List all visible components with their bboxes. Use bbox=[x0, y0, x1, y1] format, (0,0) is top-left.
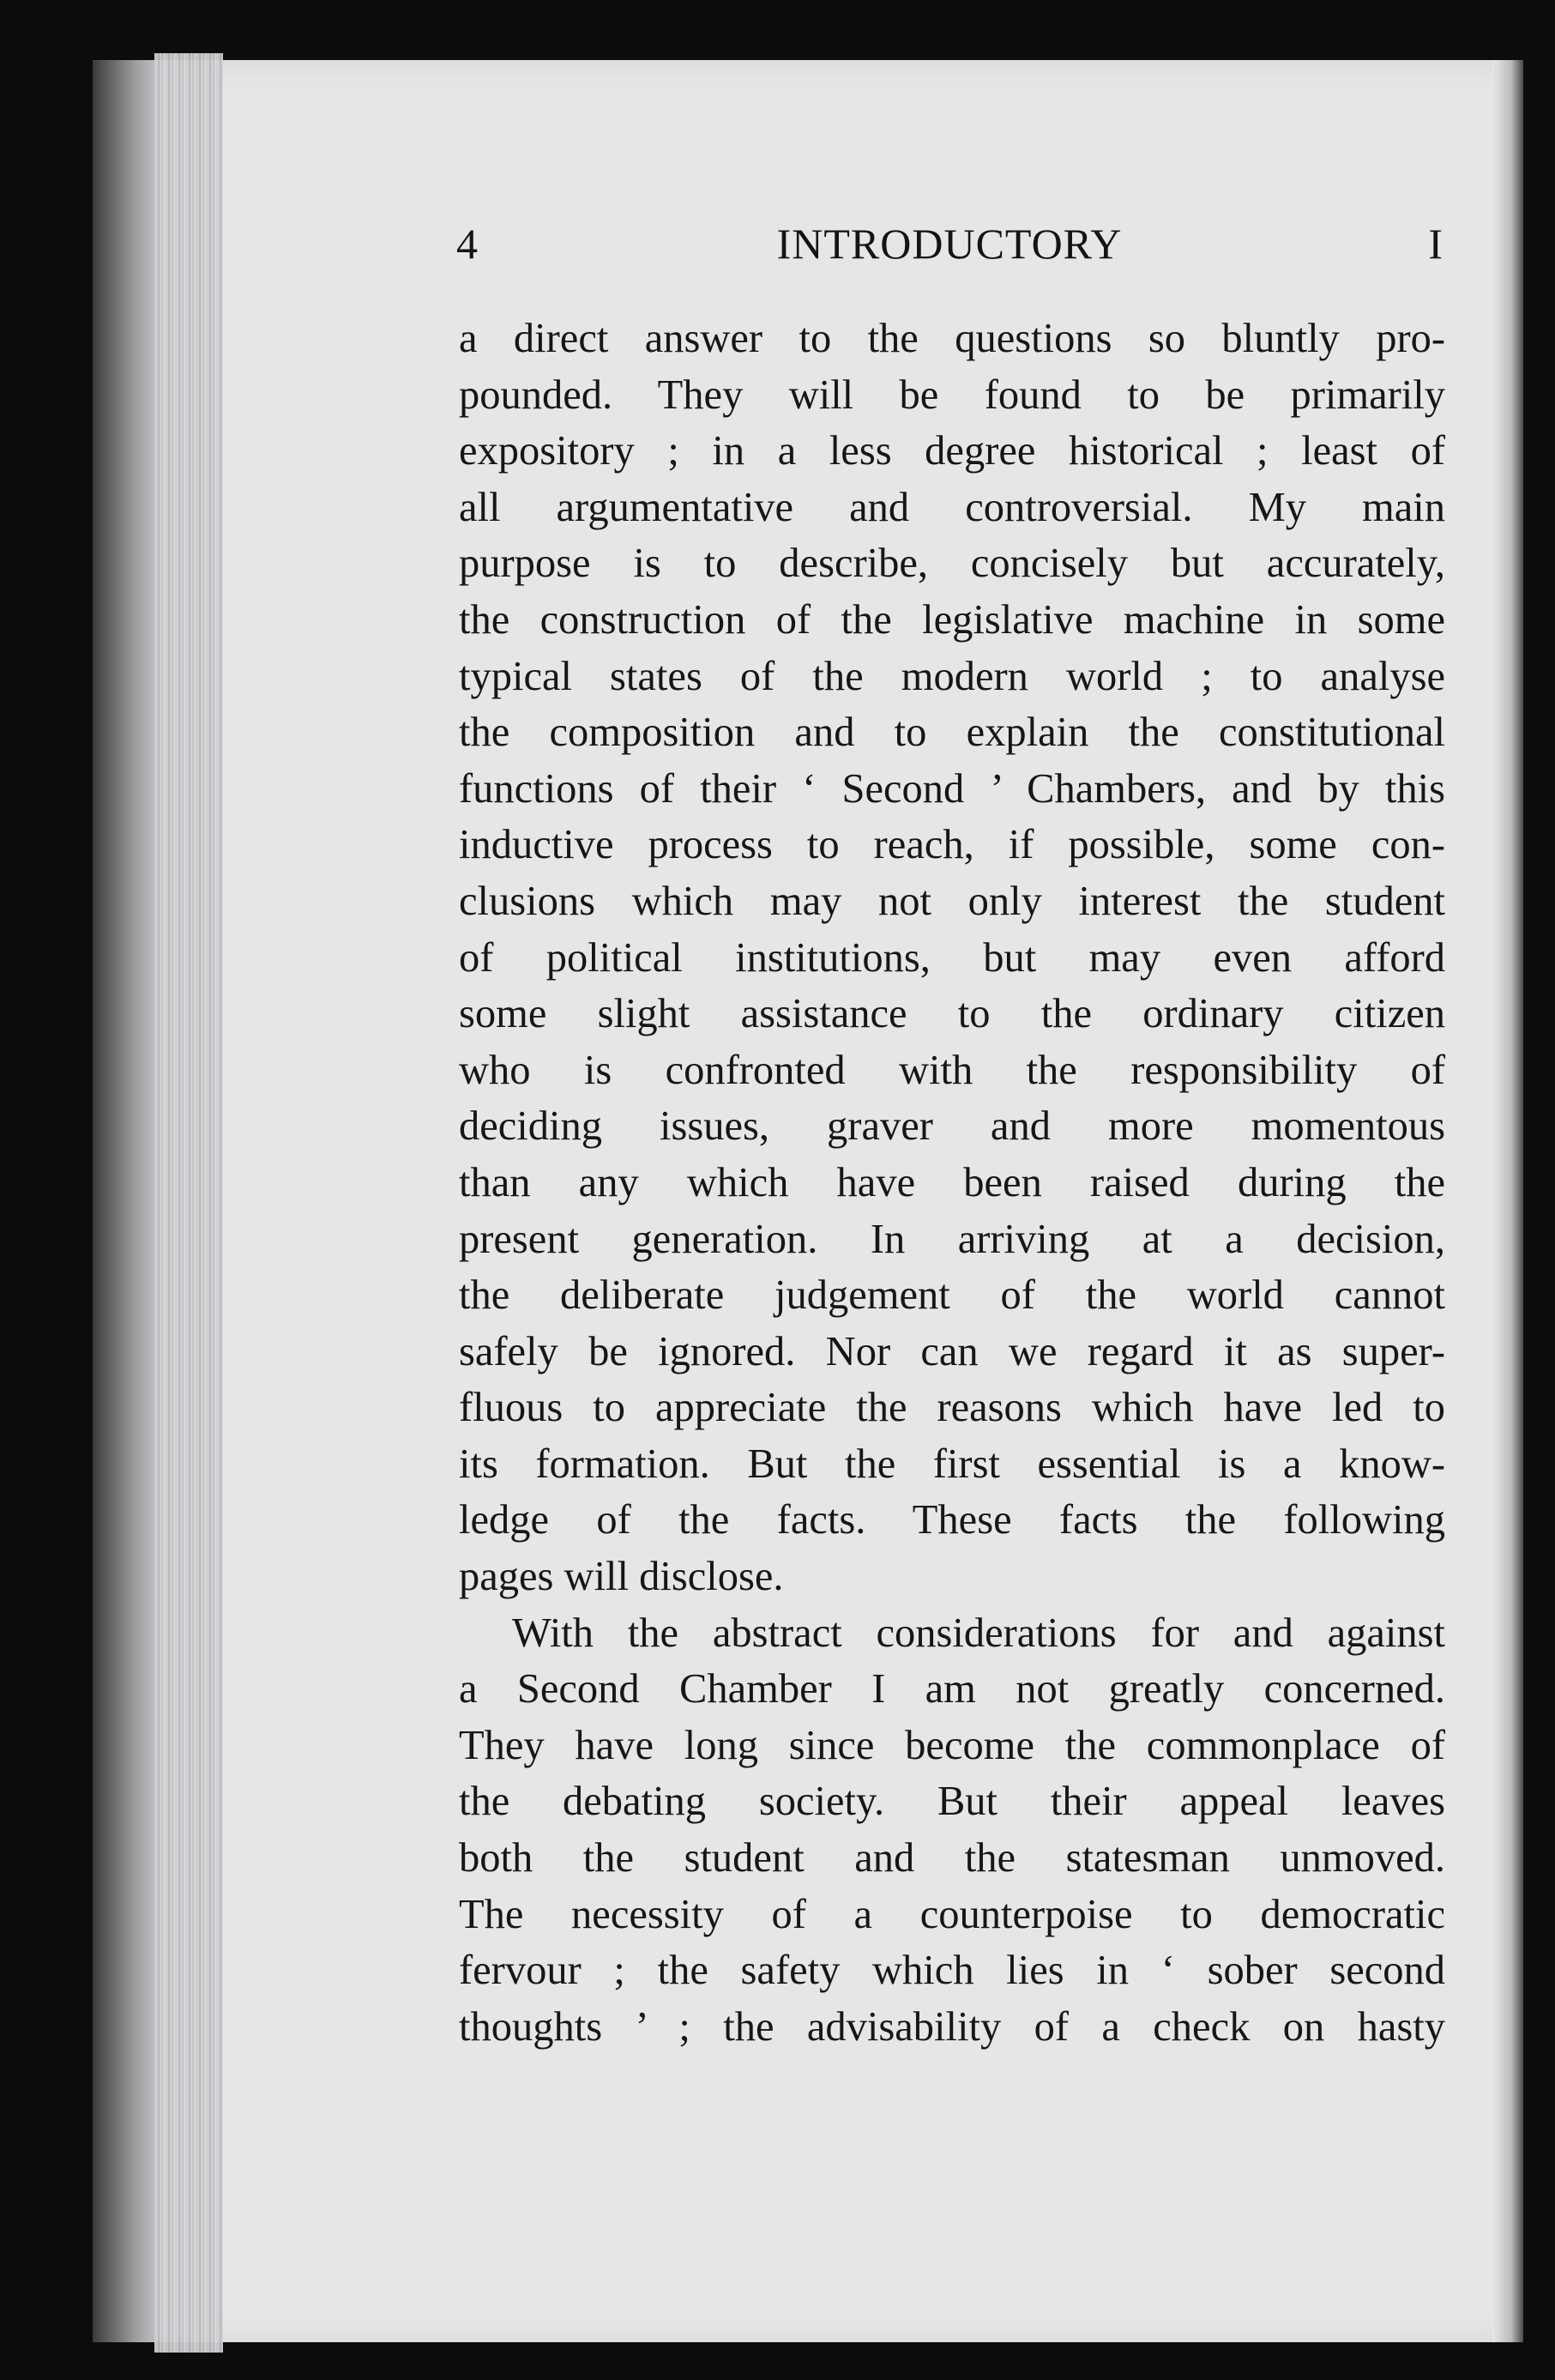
text-line: typical states of the modern world ; to analyse bbox=[459, 653, 1445, 699]
text-line: purpose is to describe, concisely but accurately, bbox=[459, 541, 1445, 587]
text-line: The necessity of a counterpoise to democratic bbox=[459, 1891, 1445, 1937]
text-line: some slight assistance to the ordinary citizen bbox=[459, 991, 1445, 1037]
text-line: its formation. But the first essential is a know- bbox=[459, 1441, 1445, 1487]
text-line: a Second Chamber I am not greatly concerned. bbox=[459, 1666, 1445, 1713]
text-line: all argumentative and controversial. My main bbox=[459, 484, 1445, 530]
text-line: fluous to appreciate the reasons which have led to bbox=[459, 1385, 1445, 1431]
text-line: the construction of the legislative machine in some bbox=[459, 596, 1445, 643]
running-head: INTRODUCTORY bbox=[776, 220, 1123, 268]
text-line: expository ; in a less degree historical ; least of bbox=[459, 428, 1445, 474]
spine-shadow bbox=[93, 60, 161, 2342]
text-line: the debating society. But their appeal leaves bbox=[459, 1779, 1445, 1825]
body-text bbox=[459, 311, 1445, 2055]
page-header bbox=[456, 219, 1443, 279]
text-line: a direct answer to the questions so bluntly pro- bbox=[459, 316, 1445, 361]
text-line: both the student and the statesman unmoved. bbox=[459, 1835, 1445, 1882]
paragraph-2 bbox=[459, 1605, 1445, 2056]
text-line: inductive process to reach, if possible, some con- bbox=[459, 822, 1445, 868]
text-line: They have long since become the commonplace of bbox=[459, 1722, 1445, 1768]
text-line: pages will disclose. bbox=[459, 1554, 784, 1600]
text-line: who is confronted with the responsibility of bbox=[459, 1047, 1445, 1093]
text-line: the composition and to explain the constitutional bbox=[459, 710, 1445, 756]
page-number: 4 bbox=[456, 220, 478, 268]
page-right-edge bbox=[1492, 60, 1523, 2342]
text-line: ledge of the facts. These facts the following bbox=[459, 1497, 1445, 1543]
text-line: than any which have been raised during the bbox=[459, 1159, 1445, 1205]
text-line: present generation. In arriving at a decision, bbox=[459, 1216, 1445, 1262]
page-edges bbox=[154, 53, 223, 2353]
text-line: safely be ignored. Nor can we regard it as super- bbox=[459, 1328, 1445, 1374]
text-line: the deliberate judgement of the world cannot bbox=[459, 1272, 1445, 1319]
text-line: fervour ; the safety which lies in ‘ sober second bbox=[459, 1948, 1445, 1994]
text-line: pounded. They will be found to be primarily bbox=[459, 371, 1445, 418]
text-line: With the abstract considerations for and against bbox=[512, 1610, 1445, 1656]
text-line: of political institutions, but may even afford bbox=[459, 934, 1445, 981]
text-line: thoughts ’ ; the advisability of a check on hasty bbox=[459, 2003, 1445, 2050]
text-line: deciding issues, graver and more momentous bbox=[459, 1103, 1445, 1150]
text-line: clusions which may not only interest the student bbox=[459, 878, 1445, 924]
text-line: functions of their ‘ Second ’ Chambers, and by this bbox=[459, 765, 1445, 812]
chapter-number: I bbox=[1428, 220, 1443, 268]
paragraph-1 bbox=[459, 311, 1445, 1605]
